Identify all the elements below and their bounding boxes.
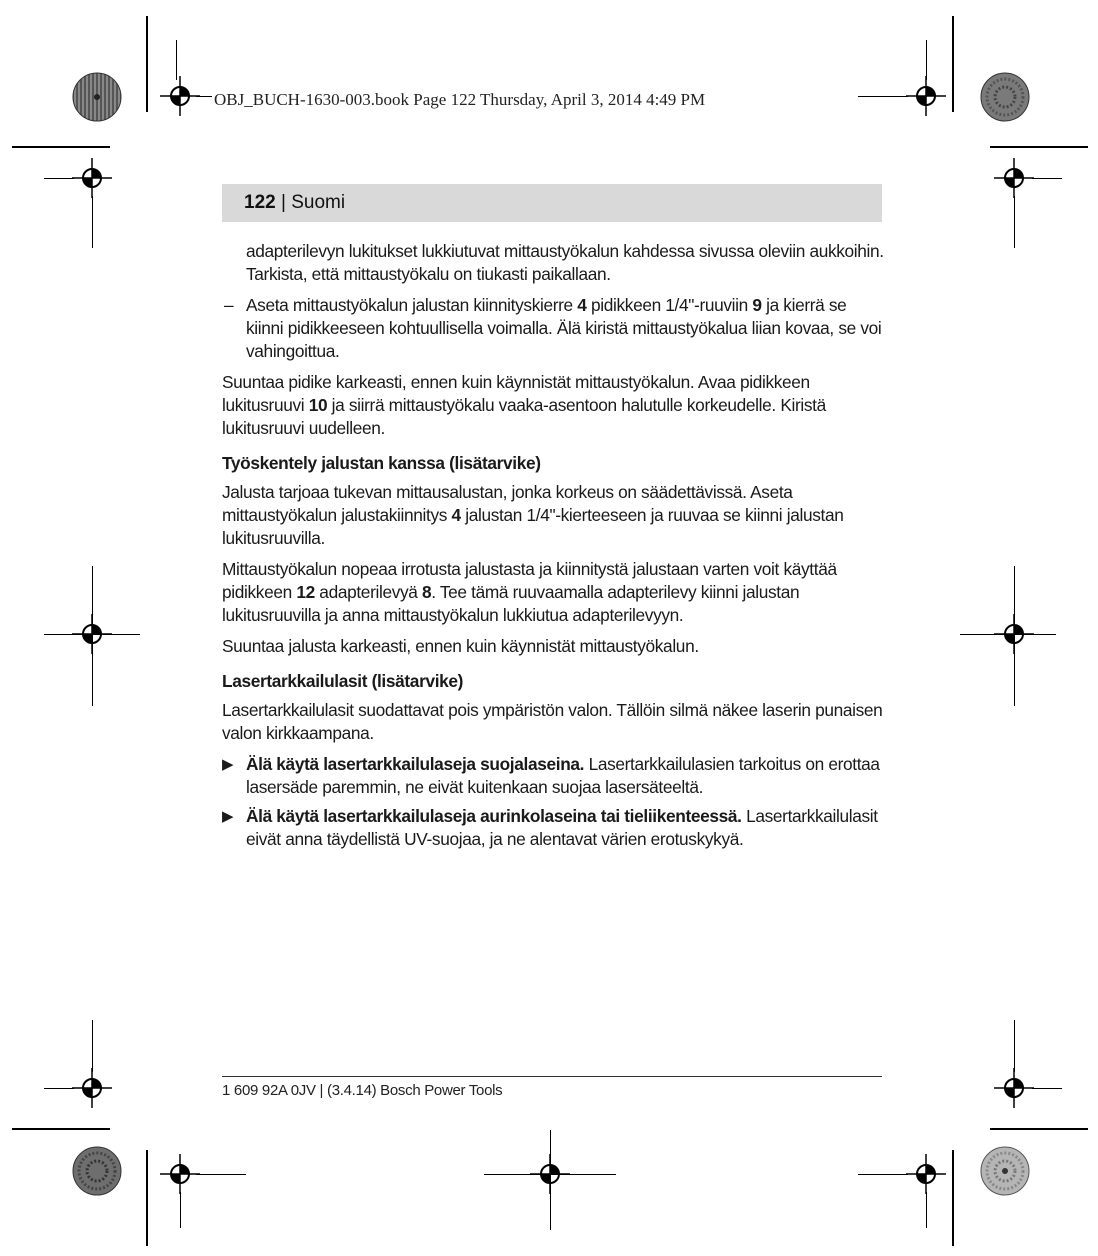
reference-number: 8 bbox=[422, 582, 432, 602]
text-run: ja kierrä se kiinni pidikkeeseen kohtuullisella voimalla. Älä kiristä mittaustyökalua liian kovaa, se voi vahingoittua. bbox=[246, 295, 882, 361]
paragraph-tripod-1 bbox=[222, 481, 884, 550]
reference-number: 4 bbox=[451, 505, 461, 525]
registration-crosshair-icon bbox=[72, 158, 112, 198]
text-run: adapterilevyä bbox=[314, 582, 423, 602]
text-run: jalustan 1/4"-kierteeseen ja ruuvaa se kiinni jalustan lukitusruuvilla. bbox=[222, 505, 844, 548]
warning-item bbox=[222, 805, 884, 851]
reference-number: 12 bbox=[296, 582, 315, 602]
color-calibration-rosette-icon bbox=[980, 1146, 1030, 1196]
page-body bbox=[222, 240, 884, 857]
reference-number: 10 bbox=[308, 395, 328, 415]
paragraph-tripod-3: Suuntaa jalusta karkeasti, ennen kuin käynnistät mittaustyökalun. bbox=[222, 636, 699, 656]
registration-crosshair-icon bbox=[906, 76, 946, 116]
registration-crosshair-icon bbox=[906, 1154, 946, 1194]
page-number: 122 bbox=[244, 192, 276, 213]
color-calibration-rosette-icon bbox=[980, 72, 1030, 122]
color-calibration-rosette-icon bbox=[72, 72, 122, 122]
paragraph-align-holder bbox=[222, 371, 884, 440]
book-file-header: OBJ_BUCH-1630-003.book Page 122 Thursday, April 3, 2014 4:49 PM bbox=[214, 90, 706, 109]
page-header-band bbox=[222, 184, 882, 222]
page-header bbox=[244, 192, 345, 214]
warning-item bbox=[222, 753, 884, 799]
reference-number: 4 bbox=[577, 295, 587, 315]
footer-imprint: 1 609 92A 0JV | (3.4.14) Bosch Power Tools bbox=[222, 1082, 503, 1099]
text-run: pidikkeen 1/4"-ruuviin bbox=[586, 295, 753, 315]
registration-crosshair-icon bbox=[994, 1068, 1034, 1108]
warning-bold: Älä käytä lasertarkkailulaseja aurinkolaseina tai tieliikenteessä. bbox=[246, 806, 742, 826]
registration-crosshair-icon bbox=[160, 1154, 200, 1194]
color-calibration-rosette-icon bbox=[72, 1146, 122, 1196]
registration-crosshair-icon bbox=[994, 158, 1034, 198]
triangle-bullet-icon: ▶ bbox=[222, 808, 234, 825]
footer-divider bbox=[222, 1076, 882, 1077]
warning-bold: Älä käytä lasertarkkailulaseja suojalaseina. bbox=[246, 754, 585, 774]
registration-crosshair-icon bbox=[160, 76, 200, 116]
text-run: Aseta mittaustyökalun jalustan kiinnityskierre bbox=[246, 295, 578, 315]
paragraph-tripod-2 bbox=[222, 558, 884, 627]
paragraph-glasses: Lasertarkkailulasit suodattavat pois ympäristön valon. Tällöin silmä näkee laserin punaisen valon kirkkaampana. bbox=[222, 700, 883, 743]
heading-glasses: Lasertarkkailulasit (lisätarvike) bbox=[222, 671, 464, 691]
text-run: Mittaustyökalun nopeaa irrotusta jalustasta ja kiinnitystä jalustaan varten voit käyttää pidikkeen bbox=[222, 559, 837, 602]
triangle-bullet-icon: ▶ bbox=[222, 756, 234, 773]
registration-crosshair-icon bbox=[72, 1068, 112, 1108]
paragraph-continued: adapterilevyn lukitukset lukkiutuvat mittaustyökalun kahdessa sivussa oleviin aukkoihin. Tarkista, että mittaustyökalu on tiukasti paikallaan. bbox=[246, 241, 884, 284]
heading-tripod: Työskentely jalustan kanssa (lisätarvike) bbox=[222, 453, 541, 473]
warning-text: Lasertarkkailulasien tarkoitus on erottaa lasersäde paremmin, ne eivät kuitenkaan suojaa lasersäteeltä. bbox=[246, 754, 880, 797]
dash-bullet: – bbox=[224, 295, 234, 315]
reference-number: 9 bbox=[752, 295, 762, 315]
text-run: ja siirrä mittaustyökalu vaaka-asentoon halutulle korkeudelle. Kiristä lukitusruuvi uudelleen. bbox=[222, 395, 826, 438]
warning-text: Lasertarkkailulasit eivät anna täydellistä UV-suojaa, ja ne alentavat värien erotuskykyä. bbox=[246, 806, 878, 849]
text-run: . Tee tämä ruuvaamalla adapterilevy kiinni jalustan lukitusruuvilla ja anna mittaustyökalun lukkiutua adapterilevyyn. bbox=[222, 582, 800, 625]
text-run: Suuntaa pidike karkeasti, ennen kuin käynnistät mittaustyökalun. Avaa pidikkeen lukitusruuvi bbox=[222, 372, 810, 415]
section-name: Suomi bbox=[291, 192, 346, 213]
text-run: Jalusta tarjoaa tukevan mittausalustan, jonka korkeus on säädettävissä. Aseta mittaustyökalun jalustakiinnitys bbox=[222, 482, 793, 525]
list-item-dash bbox=[222, 294, 884, 363]
page-header-separator: | bbox=[275, 192, 292, 213]
